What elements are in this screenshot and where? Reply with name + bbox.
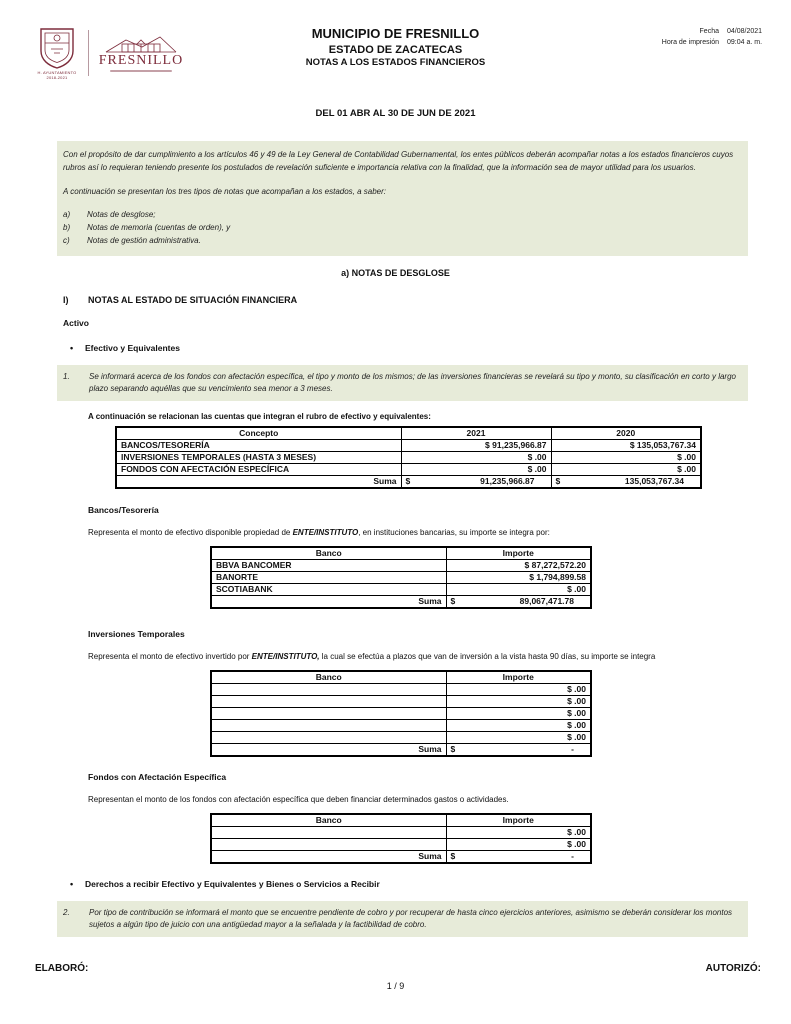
note-text: Por tipo de contribución se informará el monto que se encuentre pendiente de cobro y por recuperar de hasta cinco ejercicios anteriores, asimismo se deberán considerar los montos sujetos a algún tipo de juicio con una antigüedad mayor a la señalada y la factibilidad de cobro. — [89, 907, 733, 929]
cell-banco: BBVA BANCOMER — [211, 559, 446, 571]
cell-concepto: BANCOS/TESORERÍA — [116, 439, 401, 451]
list-item — [63, 222, 740, 235]
suma-value: - — [571, 851, 574, 862]
text-segment: Representa el monto de efectivo invertido por — [88, 651, 250, 661]
cell-banco — [211, 695, 446, 707]
bancos-heading: Bancos/Tesorería — [88, 504, 159, 515]
table-header-row — [211, 547, 591, 560]
ayuntamiento-line1: H. AYUNTAMIENTO — [37, 70, 77, 75]
bullet-efectivo — [70, 343, 791, 353]
table-row — [211, 731, 591, 743]
note-2-box — [57, 901, 748, 937]
suma-value: 135,053,767.34 — [624, 476, 684, 487]
cell-importe: $ .00 — [446, 731, 591, 743]
list-text: Notas de memoria (cuentas de orden), y — [87, 223, 231, 233]
bancos-description — [88, 528, 771, 537]
autorizo-label: AUTORIZÓ: — [705, 963, 761, 974]
cell-concepto: FONDOS CON AFECTACIÓN ESPECÍFICA — [116, 463, 401, 475]
column-header-banco: Banco — [211, 671, 446, 684]
table-suma-row — [211, 595, 591, 608]
suma-label: Suma — [211, 743, 446, 756]
section-a-title: a) NOTAS DE DESGLOSE — [341, 267, 450, 278]
fecha-value: 04/08/2021 — [727, 28, 763, 35]
suma-2020 — [551, 475, 701, 488]
suma-importe — [446, 850, 591, 863]
table-suma-row — [116, 475, 701, 488]
table-row — [211, 719, 591, 731]
table-row — [116, 439, 701, 451]
table-row — [211, 707, 591, 719]
page-number: 1 / 9 — [386, 981, 405, 991]
cell-importe: $ .00 — [446, 719, 591, 731]
cell-2021: $ .00 — [401, 463, 551, 475]
activo-heading: Activo — [63, 317, 89, 328]
hora-value: 09:04 a. m. — [727, 38, 763, 46]
column-header-2021: 2021 — [401, 427, 551, 440]
fondos-description: Representan el monto de los fondos con afectación específica que deben financiar determinados gastos o actividades. — [88, 794, 509, 804]
currency-sign: $ — [450, 851, 456, 862]
cell-2021: $ .00 — [401, 451, 551, 463]
hora-label: Hora de impresión — [661, 38, 719, 46]
inversiones-heading: Inversiones Temporales — [88, 628, 185, 639]
note-number: 2. — [63, 907, 70, 917]
table-suma-row — [211, 743, 591, 756]
cell-banco — [211, 719, 446, 731]
currency-sign: $ — [555, 476, 561, 487]
text-segment: Representa el monto de efectivo disponible propiedad de — [88, 527, 291, 537]
document-type-title: NOTAS A LOS ESTADOS FINANCIEROS — [305, 57, 486, 69]
notes-type-list — [63, 209, 740, 247]
cell-banco — [211, 683, 446, 695]
list-text: Notas de gestión administrativa. — [87, 235, 201, 245]
table-row — [211, 826, 591, 838]
suma-importe — [446, 743, 591, 756]
page-subtitle: ESTADO DE ZACATECAS — [328, 43, 463, 56]
cell-banco — [211, 826, 446, 838]
suma-label: Suma — [116, 475, 401, 488]
text-segment: la cual se efectúa a plazos que van de inversión a la vista hasta 90 días, su importe se integra — [321, 651, 656, 661]
bullet-icon — [70, 879, 85, 889]
cell-2021: $ 91,235,966.87 — [401, 439, 551, 451]
currency-sign: $ — [405, 476, 411, 487]
cell-importe: $ .00 — [446, 695, 591, 707]
suma-2021 — [401, 475, 551, 488]
column-header-2020: 2020 — [551, 427, 701, 440]
bancos-table — [210, 546, 592, 609]
note-number: 1. — [63, 371, 70, 381]
table-row — [211, 559, 591, 571]
cell-banco — [211, 731, 446, 743]
cell-importe: $ .00 — [446, 683, 591, 695]
suma-importe — [446, 595, 591, 608]
table-row — [211, 838, 591, 850]
efectivo-equivalentes-table — [115, 426, 702, 489]
table-intro-text: A continuación se relacionan las cuentas que integran el rubro de efectivo y equivalentes: — [88, 411, 431, 421]
list-marker: b) — [63, 223, 71, 233]
section-title: NOTAS AL ESTADO DE SITUACIÓN FINANCIERA — [88, 294, 298, 305]
section-I-heading — [63, 295, 791, 305]
table-row — [211, 571, 591, 583]
print-info — [662, 27, 773, 48]
table-row — [116, 463, 701, 475]
list-item — [63, 235, 740, 248]
section-numeral: I) — [63, 294, 69, 305]
suma-label: Suma — [211, 850, 446, 863]
intro-paragraph-2: A continuación se presentan los tres tipos de notas que acompañan a los estados, a saber: — [63, 186, 387, 196]
intro-note-box — [57, 141, 748, 256]
list-marker: a) — [63, 210, 71, 220]
table-row — [211, 583, 591, 595]
suma-value: 91,235,966.87 — [480, 476, 535, 487]
table-header-row — [116, 427, 701, 440]
suma-value: 89,067,471.78 — [519, 596, 574, 607]
table-row — [211, 683, 591, 695]
cell-importe: $ 87,272,572.20 — [446, 559, 591, 571]
cell-importe: $ .00 — [446, 707, 591, 719]
fecha-label: Fecha — [699, 28, 719, 35]
column-header-banco: Banco — [211, 814, 446, 827]
note-1-box — [57, 365, 748, 401]
text-segment: , en instituciones bancarias, su importe se integra por: — [358, 527, 550, 537]
page-title: MUNICIPIO DE FRESNILLO — [311, 26, 480, 41]
currency-sign: $ — [450, 596, 456, 607]
currency-sign: $ — [450, 744, 456, 755]
suma-label: Suma — [211, 595, 446, 608]
list-text: Notas de desglose; — [87, 210, 156, 220]
cell-importe: $ 1,794,899.58 — [446, 571, 591, 583]
table-header-row — [211, 814, 591, 827]
cell-2020: $ 135,053,767.34 — [551, 439, 701, 451]
bullet-label: Derechos a recibir Efectivo y Equivalentes y Bienes o Servicios a Recibir — [85, 878, 380, 889]
fondos-table — [210, 813, 592, 864]
bullet-label: Efectivo y Equivalentes — [85, 342, 180, 353]
ayuntamiento-label — [37, 70, 76, 80]
period-label: DEL 01 ABR AL 30 DE JUN DE 2021 — [315, 108, 476, 119]
fresnillo-wordmark: FRESNILLO — [98, 52, 184, 68]
note-text: Se informará acerca de los fondos con afectación específica, el tipo y monto de los mismos; de las inversiones financieras se revelará su tipo y monto, su clasificación en corto y largo plazo separando aquéllas que su vencimiento sea menor a 3 meses. — [89, 371, 736, 393]
cell-importe: $ .00 — [446, 583, 591, 595]
bullet-derechos — [70, 879, 791, 889]
bullet-icon — [70, 343, 85, 353]
table-row — [211, 695, 591, 707]
ente-instituto-emphasis: ENTE/INSTITUTO — [292, 527, 359, 537]
cell-importe: $ .00 — [446, 838, 591, 850]
list-marker: c) — [63, 235, 70, 245]
table-header-row — [211, 671, 591, 684]
ente-instituto-emphasis: ENTE/INSTITUTO, — [251, 651, 320, 661]
cell-banco: BANORTE — [211, 571, 446, 583]
ayuntamiento-line2: 2018-2021 — [46, 75, 68, 81]
elaboro-label: ELABORÓ: — [35, 963, 89, 974]
column-header-banco: Banco — [211, 547, 446, 560]
table-row — [116, 451, 701, 463]
cell-2020: $ .00 — [551, 451, 701, 463]
cell-banco: SCOTIABANK — [211, 583, 446, 595]
table-suma-row — [211, 850, 591, 863]
column-header-importe: Importe — [446, 814, 591, 827]
cell-2020: $ .00 — [551, 463, 701, 475]
cell-banco — [211, 707, 446, 719]
column-header-importe: Importe — [446, 547, 591, 560]
cell-banco — [211, 838, 446, 850]
cell-concepto: INVERSIONES TEMPORALES (HASTA 3 MESES) — [116, 451, 401, 463]
suma-value: - — [571, 744, 574, 755]
column-header-concepto: Concepto — [116, 427, 401, 440]
inversiones-table — [210, 670, 592, 757]
document-body — [0, 108, 791, 937]
list-item — [63, 209, 740, 222]
fondos-heading: Fondos con Afectación Específica — [88, 771, 227, 782]
column-header-importe: Importe — [446, 671, 591, 684]
cell-importe: $ .00 — [446, 826, 591, 838]
inversiones-description — [88, 652, 771, 661]
intro-paragraph-1: Con el propósito de dar cumplimiento a los artículos 46 y 49 de la Ley General de Contabilidad Gubernamental, los entes públicos deberán acompañar notas a los estados financieros cuyos rubros así lo requieran teniendo presente los postulados de revelación suficiente e importancia relativa con la finalidad, que la información sea de mayor utilidad para los usuarios. — [63, 150, 734, 172]
